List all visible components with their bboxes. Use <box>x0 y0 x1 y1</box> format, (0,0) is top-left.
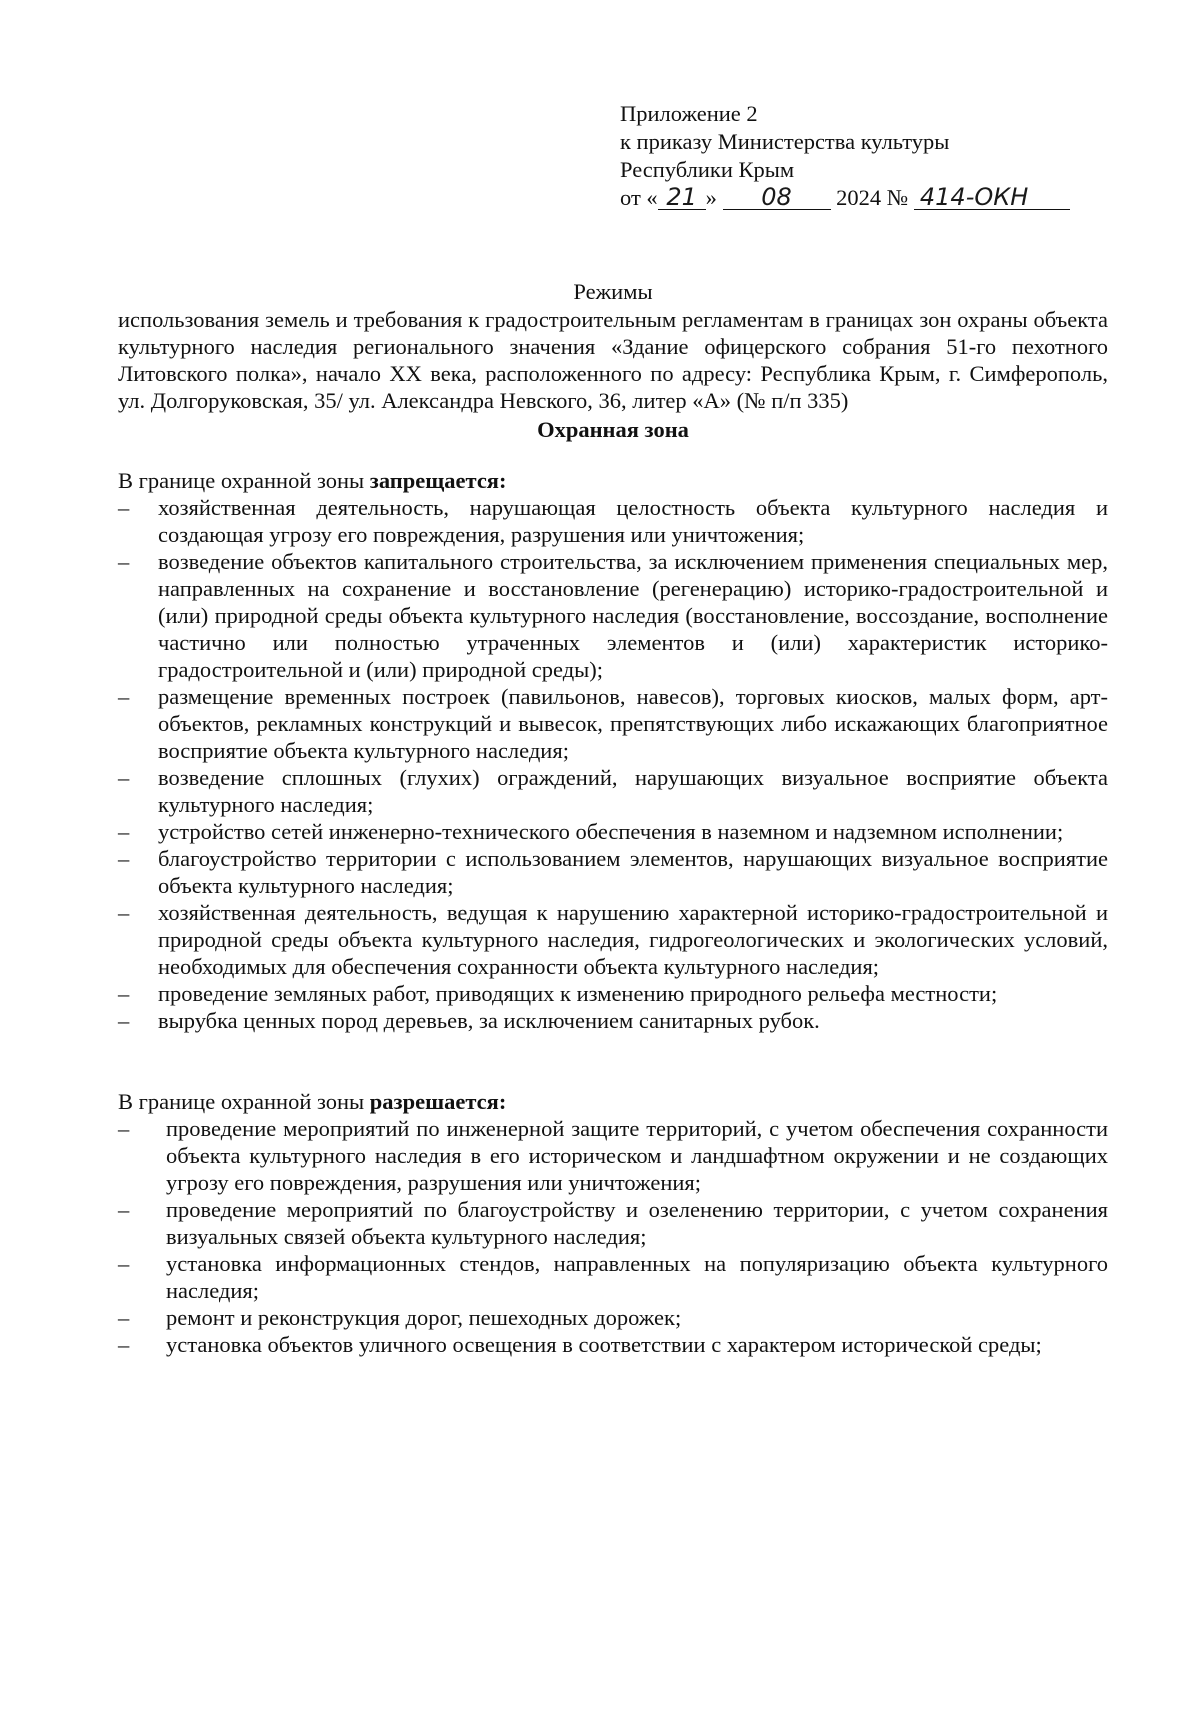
list-item <box>118 683 1108 764</box>
order-reference: к приказу Министерства культуры <box>620 129 950 154</box>
allowed-list <box>118 1115 1108 1358</box>
dash-bullet: – <box>118 1332 130 1357</box>
prohibited-section <box>118 467 1108 1034</box>
list-item <box>118 1007 1108 1034</box>
list-item <box>118 1196 1108 1250</box>
list-item-text: установка объектов уличного освещения в соответствии с характером исторической среды; <box>166 1332 1042 1357</box>
list-item-text: проведение мероприятий по инженерной защите территорий, с учетом обеспечения сохранности объекта культурного наследия в его историческом и ландшафтном окружении и не создающих угрозу его повреждения, разрушения или уничтожения; <box>166 1116 1108 1195</box>
list-item-text: вырубка ценных пород деревьев, за исключением санитарных рубок. <box>158 1008 820 1033</box>
list-item <box>118 899 1108 980</box>
list-item <box>118 1115 1108 1196</box>
list-item <box>118 1250 1108 1304</box>
handwritten-month: 08 <box>723 185 831 210</box>
republic-name: Республики Крым <box>620 157 795 182</box>
list-item-text: благоустройство территории с использованием элементов, нарушающих визуальное восприятие объекта культурного наследия; <box>158 846 1108 898</box>
list-item <box>118 494 1108 548</box>
dash-bullet: – <box>118 981 130 1006</box>
dash-bullet: – <box>118 846 130 871</box>
list-item <box>118 548 1108 683</box>
list-item <box>118 764 1108 818</box>
list-item-text: установка информационных стендов, направленных на популяризацию объекта культурного наследия; <box>166 1251 1108 1303</box>
dash-bullet: – <box>118 900 130 925</box>
dash-bullet: – <box>118 549 130 574</box>
handwritten-day: 21 <box>658 185 706 210</box>
order-date-line <box>620 184 1140 212</box>
list-item <box>118 980 1108 1007</box>
dash-bullet: – <box>118 819 130 844</box>
list-item-text: ремонт и реконструкция дорог, пешеходных дорожек; <box>166 1305 682 1330</box>
appendix-header <box>620 100 1140 212</box>
list-item-text: размещение временных построек (павильонов, навесов), торговых киосков, малых форм, арт-объектов, рекламных конструкций и вывесок, препятствующих либо искажающих благоприятное восприятие объекта культурного наследия; <box>158 684 1108 763</box>
section-spacer <box>118 1034 1108 1088</box>
dash-bullet: – <box>118 1197 130 1222</box>
appendix-label: Приложение 2 <box>620 101 758 126</box>
list-item <box>118 845 1108 899</box>
list-item-text: возведение сплошных (глухих) ограждений, нарушающих визуальное восприятие объекта культурного наследия; <box>158 765 1108 817</box>
list-item-text: устройство сетей инженерно-технического обеспечения в наземном и надземном исполнении; <box>158 819 1064 844</box>
document-body <box>118 278 1108 1358</box>
dash-bullet: – <box>118 1251 130 1276</box>
list-item-text: возведение объектов капитального строительства, за исключением применения специальных мер, направленных на сохранение и восстановление (регенерацию) историко-градостроительной и (или) природной среды объекта культурного наследия (восстановление, воссоздание, восполнение частично или полностью утраченных элементов и (или) характеристик историко-градостроительной и (или) природной среды); <box>158 549 1108 682</box>
dash-bullet: – <box>118 495 130 520</box>
prohibited-intro <box>118 467 1108 494</box>
allowed-intro <box>118 1088 1108 1115</box>
zone-heading: Охранная зона <box>537 417 689 442</box>
dash-bullet: – <box>118 1305 130 1330</box>
prohibited-intro-bold: запрещается: <box>369 468 507 493</box>
list-item-text: проведение земляных работ, приводящих к изменению природного рельефа местности; <box>158 981 998 1006</box>
allowed-intro-text: В границе охранной зоны <box>118 1089 370 1114</box>
list-item-text: хозяйственная деятельность, нарушающая целостность объекта культурного наследия и создающая угрозу его повреждения, разрушения или уничтожения; <box>158 495 1108 547</box>
document-title: Режимы <box>573 279 653 304</box>
prohibited-intro-text: В границе охранной зоны <box>118 468 370 493</box>
list-item <box>118 1331 1108 1358</box>
date-prefix: от « <box>620 185 658 210</box>
dash-bullet: – <box>118 1008 130 1033</box>
allowed-section <box>118 1088 1108 1358</box>
list-item-text: хозяйственная деятельность, ведущая к нарушению характерной историко-градостроительной и природной среды объекта культурного наследия, гидрогеологических и экологических условий, необходимых для обеспечения сохранности объекта культурного наследия; <box>158 900 1108 979</box>
list-item-text: проведение мероприятий по благоустройству и озеленению территории, с учетом сохранения визуальных связей объекта культурного наследия; <box>166 1197 1108 1249</box>
prohibited-list <box>118 494 1108 1034</box>
year-number-label: 2024 № <box>836 185 909 210</box>
list-item <box>118 818 1108 845</box>
date-mid: » <box>705 185 717 210</box>
allowed-intro-bold: разрешается: <box>369 1089 507 1114</box>
list-item <box>118 1304 1108 1331</box>
dash-bullet: – <box>118 1116 130 1141</box>
dash-bullet: – <box>118 684 130 709</box>
handwritten-order-number: 414-ОКН <box>914 185 1070 210</box>
dash-bullet: – <box>118 765 130 790</box>
document-subtitle: использования земель и требования к градостроительным регламентам в границах зон охраны объекта культурного наследия регионального значения «Здание офицерского собрания 51-го пехотного Литовского полка», начало XX века, расположенного по адресу: Республика Крым, г. Симферополь, ул. Долгоруковская, 35/ ул. Александра Невского, 36, литер «А» (№ п/п 335) <box>118 307 1108 413</box>
